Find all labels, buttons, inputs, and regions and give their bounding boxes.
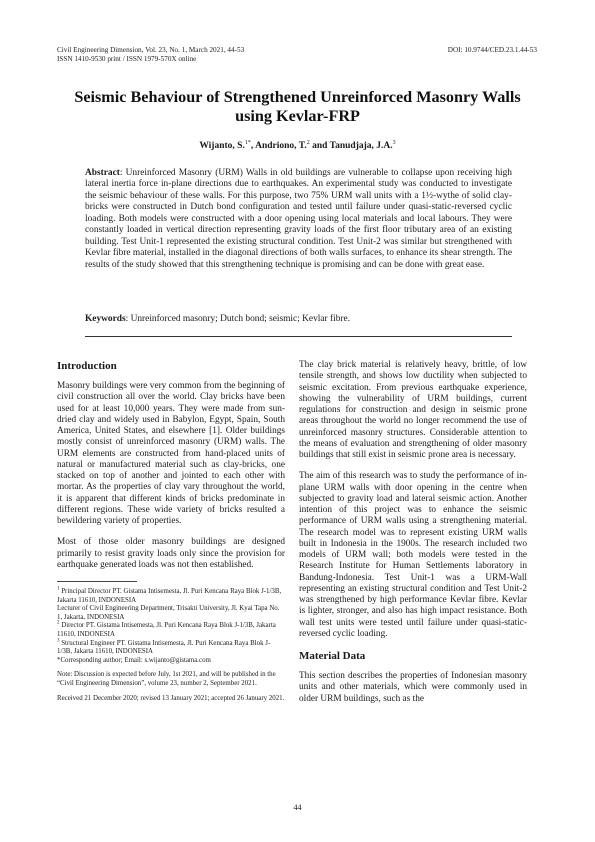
title-line-2: using Kevlar-FRP [235,106,360,125]
discussion-note: Note: Discussion is expected before July, 1st 2021, and will be published in the “Civil Engineering Dimension”, volume 23, number 2, September 2021. [57,671,276,687]
footnote-3-marker: 3 [57,638,60,644]
footnote-2 [57,622,285,639]
title-line-1: Seismic Behaviour of Strengthened Unreinforced Masonry Walls [74,88,521,106]
material-data-paragraph: This section describes the properties of Indonesian masonry units and other materials, which were commonly used in older URM buildings, such as the [299,671,527,704]
author-2-affiliation: 2 [306,139,310,146]
footnote-3-text: Structural Engineer PT. Gistama Intisemesta, Jl. Puri Kencana Raya Blok J-1/3B, Jakarta 11610, INDONESIA [57,639,271,656]
keywords-text: : Unreinforced masonry; Dutch bond; seismic; Kevlar fibre. [125,314,351,324]
keywords [85,314,512,326]
footnote-divider [57,581,137,582]
right-column [299,360,527,715]
footnote-1 [57,588,285,605]
footnote-1b: Lecturer of Civil Engineering Department, Trisakti University, Jl. Kyai Tapa No. 1, Jakarta, INDONESIA [57,605,280,621]
author-1: Wijanto, S. [199,141,245,151]
abstract-text: : Unreinforced Masonry (URM) Walls in old buildings are vulnerable to collapse upon receiving high lateral inertia force in-plane directions due to earthquakes. An experimental study was conducted to investigate the seismic behaviour of these walls. For this purpose, two 75% URM wall units with a 1½-wythe of solid clay-bricks were constructed in Dutch bond configuration and tested until failure under quasi-static-reversed cyclic loading. Both models were constructed with a door opening using local materials and local labours. They were constantly loaded in vertical direction representing gravity loads of the first floor tributary area of an existing building. Test Unit-1 represented the existing structural condition. Test Unit-2 was similar but strengthened with Kevlar fibre material, installed in the diagonal directions of both walls surfaces, to enhance its shear strength. The results of the study showed that this strengthening technique is promising and can be done with great ease. [85,168,512,270]
footnote-2-marker: 2 [57,621,60,627]
introduction-paragraph-2: Most of those older masonry buildings are designed primarily to resist gravity loads only since the provision for earthquake generated loads was not then established. [57,537,285,570]
introduction-heading: Introduction [57,360,117,372]
doi-line: DOI: 10.9744/CED.23.1.44-53 [447,46,537,54]
author-separator: , [250,141,256,151]
abstract [85,168,512,271]
material-data-heading: Material Data [299,650,366,662]
author-2: Andriono, T. [255,141,307,151]
introduction-paragraph-3: The clay brick material is relatively heavy, brittle, of low tensile strength, and shows low ductility when subjected to seismic excitation. From previous earthquake experience, showing the vulnerability of URM buildings, current regulations for construction and design in seismic prone areas throughout the world no longer recommend the use of unreinforced masonry structures. Considerable attention to the means of evaluation and strengthening of older masonry buildings that still exist in seismic prone area is necessary. [299,360,527,460]
author-separator: and [309,141,330,151]
journal-header [57,46,244,64]
issn-line: ISSN 1410-9530 print / ISSN 1979-570X online [57,55,197,63]
page-number: 44 [293,803,302,812]
author-1-affiliation: 1* [244,139,251,146]
paper-title [57,88,538,125]
keywords-label: Keywords [85,314,126,324]
footnote-3 [57,640,285,657]
left-column [57,360,285,703]
author-list [57,140,538,152]
received-dates: Received 21 December 2020; revised 13 January 2021; accepted 26 January 2021. [57,694,285,702]
abstract-label: Abstract [85,168,120,178]
footnote-2-text: Director PT. Gistama Intisemesta, Jl. Puri Kencana Raya Blok J-1/3B, Jakarta 11610, INDONESIA [57,622,276,638]
footnote-1-text: Principal Director PT. Gistama Intisemesta, Jl. Puri Kencana Raya Blok J-1/3B, Jakarta 11610, INDONESIA [57,588,282,604]
corresponding-author: *Corresponding author; Email: s.wijanto@gistama.com [57,656,211,664]
introduction-paragraph-1: Masonry buildings were very common from the beginning of civil construction all over the world. Clay bricks have been used for at least 10,000 years. They were made from sun-dried clay and widely used in Babylon, Egypt, Spain, South America, United States, and elsewhere [1]. Older buildings mostly consist of unreinforced masonry (URM) walls. The URM elements are constructed from hand-placed units of natural or manufactured material such as clay-bricks, one stacked on top of another and jointed to each other with mortar. As the properties of clay vary throughout the world, it is apparent that different kinds of bricks predominate in different regions. These wide variety of bricks resulted a bewildering variety of properties. [57,381,285,526]
footnote-1-marker: 1 [57,586,60,592]
abstract-divider [85,336,512,337]
introduction-paragraph-4: The aim of this research was to study the performance of in-plane URM walls with door opening in the centre when subjected to gravity load and lateral seismic action. Another intention of this project was to enhance the seismic performance of URM walls using a strengthening material. The research model was to represent existing URM walls built in Indonesia in the 1900s. The research included two models of URM wall; both models were tested in the Research Institute for Human Settlements laboratory in Bandung-Indonesia. Test Unit-1 was a URM-Wall representing an existing structural condition and Test Unit-2 was strengthened by high performance Kevlar fibre. Kevlar is lighter, stronger, and also has high impact resistance. Both wall test units were tested until failure under quasi-static-reversed cyclic loading. [299,471,527,639]
author-3: Tanudjaja, J.A. [329,141,393,151]
author-3-affiliation: 3 [392,139,396,146]
journal-citation: Civil Engineering Dimension, Vol. 23, No. 1, March 2021, 44-53 [57,46,245,54]
